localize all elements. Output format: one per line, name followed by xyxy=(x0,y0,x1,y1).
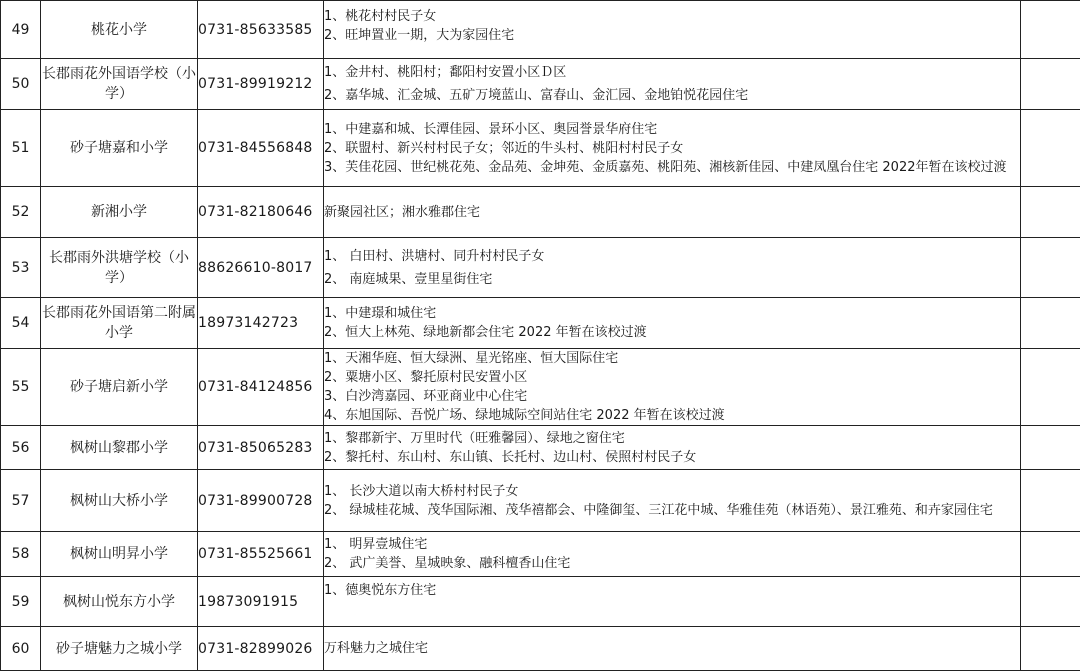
table-row xyxy=(1,187,1080,238)
table-row xyxy=(1,577,1080,627)
area-line: 1、桃花村村民子女 xyxy=(324,7,1020,26)
table-row xyxy=(1,532,1080,577)
area-line: 2、粟塘小区、黎托原村民安置小区 xyxy=(324,368,1020,387)
blank-cell xyxy=(1021,238,1080,298)
enrollment-area xyxy=(324,532,1021,577)
school-name: 砂子塘嘉和小学 xyxy=(41,110,198,187)
row-number: 53 xyxy=(1,238,41,298)
enrollment-area xyxy=(324,187,1021,238)
table-row xyxy=(1,298,1080,349)
phone-number: 0731-89900728 xyxy=(198,470,324,532)
area-line: 万科魅力之城住宅 xyxy=(324,639,1020,658)
blank-cell xyxy=(1021,1,1080,59)
phone-number: 0731-84124856 xyxy=(198,349,324,426)
row-number: 60 xyxy=(1,627,41,671)
blank-cell xyxy=(1021,110,1080,187)
phone-number: 0731-84556848 xyxy=(198,110,324,187)
row-number: 54 xyxy=(1,298,41,349)
school-name: 枫树山明昇小学 xyxy=(41,532,198,577)
school-name: 枫树山大桥小学 xyxy=(41,470,198,532)
row-number: 51 xyxy=(1,110,41,187)
row-number: 52 xyxy=(1,187,41,238)
blank-cell xyxy=(1021,349,1080,426)
area-line: 1、 白田村、洪塘村、同升村村民子女 xyxy=(324,247,1020,266)
enrollment-area xyxy=(324,627,1021,671)
phone-number: 0731-85633585 xyxy=(198,1,324,59)
area-line: 1、 明昇壹城住宅 xyxy=(324,535,1020,554)
school-name: 枫树山悦东方小学 xyxy=(41,577,198,627)
area-line: 1、黎郡新宇、万里时代（旺雅馨园）、绿地之窗住宅 xyxy=(324,429,1020,448)
enrollment-area xyxy=(324,59,1021,110)
row-number: 59 xyxy=(1,577,41,627)
school-name: 桃花小学 xyxy=(41,1,198,59)
area-line: 3、白沙湾嘉园、环亚商业中心住宅 xyxy=(324,387,1020,406)
area-line: 2、 南庭城果、壹里星街住宅 xyxy=(324,270,1020,289)
area-line: 1、中建璟和城住宅 xyxy=(324,304,1020,323)
phone-number: 18973142723 xyxy=(198,298,324,349)
area-line: 2、黎托村、东山村、东山镇、长托村、边山村、侯照村村民子女 xyxy=(324,448,1020,467)
area-line: 2、嘉华城、汇金城、五矿万境蓝山、富春山、金汇园、金地铂悦花园住宅 xyxy=(324,86,1020,105)
row-number: 49 xyxy=(1,1,41,59)
area-line: 2、 绿城桂花城、茂华国际湘、茂华禧都会、中隆御玺、三江花中城、华雅佳苑（林语苑）、景江雅苑、和卉家园住宅 xyxy=(324,501,1020,520)
school-name: 枫树山黎郡小学 xyxy=(41,426,198,470)
blank-cell xyxy=(1021,577,1080,627)
area-line: 2、联盟村、新兴村村民子女；邻近的牛头村、桃阳村村民子女 xyxy=(324,139,1020,158)
enrollment-area xyxy=(324,298,1021,349)
blank-cell xyxy=(1021,470,1080,532)
school-name: 长郡雨花外国语学校（小学） xyxy=(41,59,198,110)
blank-cell xyxy=(1021,59,1080,110)
enrollment-area xyxy=(324,110,1021,187)
table-row xyxy=(1,59,1080,110)
enrollment-area xyxy=(324,238,1021,298)
enrollment-area xyxy=(324,470,1021,532)
enrollment-area xyxy=(324,577,1021,627)
area-line: 4、东旭国际、吾悦广场、绿地城际空间站住宅 2022 年暂在该校过渡 xyxy=(324,406,1020,425)
area-line: 2、 武广美誉、星城映象、融科檀香山住宅 xyxy=(324,554,1020,573)
phone-number: 0731-82180646 xyxy=(198,187,324,238)
row-number: 58 xyxy=(1,532,41,577)
phone-number: 88626610-8017 xyxy=(198,238,324,298)
enrollment-area xyxy=(324,426,1021,470)
phone-number: 0731-85065283 xyxy=(198,426,324,470)
area-line: 2、旺坤置业一期，大为家园住宅 xyxy=(324,26,1020,45)
area-line: 2、恒大上林苑、绿地新都会住宅 2022 年暂在该校过渡 xyxy=(324,323,1020,342)
school-name: 新湘小学 xyxy=(41,187,198,238)
area-line: 1、 长沙大道以南大桥村村民子女 xyxy=(324,482,1020,501)
blank-cell xyxy=(1021,187,1080,238)
row-number: 56 xyxy=(1,426,41,470)
table-row xyxy=(1,110,1080,187)
table-row xyxy=(1,349,1080,426)
area-line: 1、天湘华庭、恒大绿洲、星光铭座、恒大国际住宅 xyxy=(324,349,1020,368)
enrollment-area xyxy=(324,1,1021,59)
area-line: 新聚园社区；湘水雅郡住宅 xyxy=(324,203,1020,222)
school-name: 长郡雨花外国语第二附属小学 xyxy=(41,298,198,349)
table-row xyxy=(1,426,1080,470)
school-name: 砂子塘魅力之城小学 xyxy=(41,627,198,671)
table-row xyxy=(1,238,1080,298)
phone-number: 0731-89919212 xyxy=(198,59,324,110)
table-row xyxy=(1,627,1080,671)
blank-cell xyxy=(1021,426,1080,470)
row-number: 55 xyxy=(1,349,41,426)
table-row xyxy=(1,470,1080,532)
blank-cell xyxy=(1021,298,1080,349)
area-line: 1、中建嘉和城、长潭佳园、景环小区、奥园誉景华府住宅 xyxy=(324,120,1020,139)
phone-number: 19873091915 xyxy=(198,577,324,627)
area-line: 3、芙佳花园、世纪桃花苑、金品苑、金坤苑、金质嘉苑、桃阳苑、湘核新佳园、中建凤凰台住宅 2022年暂在该校过渡 xyxy=(324,158,1020,177)
row-number: 57 xyxy=(1,470,41,532)
school-name: 砂子塘启新小学 xyxy=(41,349,198,426)
school-name: 长郡雨外洪塘学校（小学） xyxy=(41,238,198,298)
enrollment-area xyxy=(324,349,1021,426)
area-line: 1、金井村、桃阳村；鄱阳村安置小区Ｄ区 xyxy=(324,63,1020,82)
blank-cell xyxy=(1021,627,1080,671)
area-line: 1、德奥悦东方住宅 xyxy=(324,581,1020,600)
phone-number: 0731-85525661 xyxy=(198,532,324,577)
blank-cell xyxy=(1021,532,1080,577)
phone-number: 0731-82899026 xyxy=(198,627,324,671)
row-number: 50 xyxy=(1,59,41,110)
table-row xyxy=(1,1,1080,59)
